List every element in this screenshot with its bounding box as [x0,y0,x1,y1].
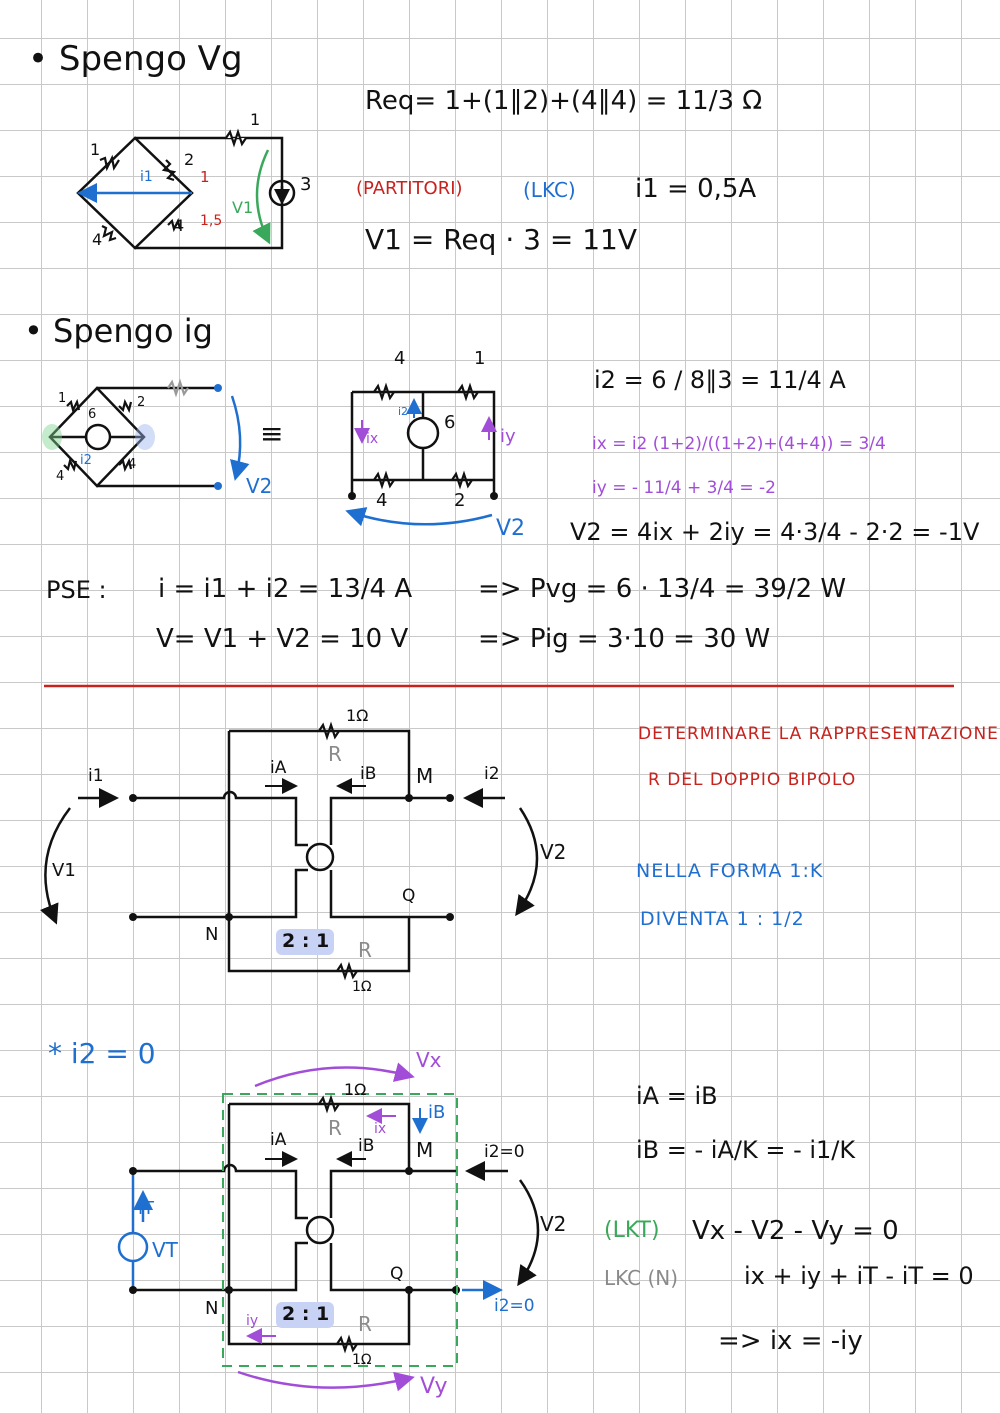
partitori-note: (PARTITORI) [356,178,463,199]
c4-ix: ix [374,1121,387,1137]
i1-result: i1 = 0,5A [635,174,757,204]
v1-label: V1 [232,198,254,217]
c3-r-top: 1Ω [346,706,369,725]
source-value-3: 3 [300,174,312,195]
c4-r-bot: 1Ω [352,1352,372,1368]
pse-label: PSE : [46,576,107,604]
c4-R-bot: R [358,1312,372,1336]
s2-v2-left: V2 [246,474,273,498]
power-vg: => Pvg = 6 · 13/4 = 39/2 W [478,574,847,604]
c3-iB: iB [360,764,377,784]
task-line4: DIVENTA 1 : 1/2 [640,908,805,930]
r1-label: 1 [90,140,101,159]
section4-heading: * i2 = 0 [48,1037,156,1070]
c3-R-top: R [328,742,342,766]
s2-i2-small: i2 [80,453,92,468]
s2-source-label: 6 [88,407,97,422]
lkc-n-label: LKC (N) [604,1266,679,1290]
c3-node-M: M [416,764,434,788]
power-ig: => Pig = 3·10 = 30 W [478,624,771,654]
c3-r-bot: 1Ω [352,979,372,995]
bot-r2: 2 [454,490,466,511]
c4-i2-top: i2=0 [484,1142,525,1162]
c3-i1: i1 [88,766,104,786]
r4b-label: 4 [174,216,185,235]
c4-r-top: 1Ω [344,1080,367,1099]
c4-i2-bot: i2=0 [494,1296,535,1316]
bot-r4: 4 [376,490,388,511]
vy-label: Vy [420,1374,448,1399]
pse-voltage: V= V1 + V2 = 10 V [156,624,409,654]
ix-label: ix [366,431,379,447]
lkt-label: (LKT) [604,1218,660,1243]
eq-iB: iB = - iA/K = - i1/K [636,1136,856,1164]
v1-result: V1 = Req · 3 = 11V [365,223,637,256]
c3-iA: iA [270,758,287,778]
lkc-equation: ix + iy + iT - iT = 0 [744,1262,974,1290]
c4-node-M: M [416,1138,434,1162]
final-result: => ix = -iy [718,1326,863,1356]
task-line1: DETERMINARE LA RAPPRESENTAZIONE [638,724,999,744]
c4-node-N: N [205,1298,219,1319]
task-line2: R DEL DOPPIO BIPOLO [648,770,857,790]
s2-r2-label: 2 [137,395,146,410]
c4-iy: iy [246,1313,259,1329]
c4-node-Q: Q [390,1264,404,1284]
v2-equation: V2 = 4ix + 2iy = 4·3/4 - 2·2 = -1V [570,518,980,546]
top-r1: 1 [474,348,486,369]
c3-v1: V1 [52,860,76,881]
c4-iA: iA [270,1130,287,1150]
equivalence-symbol: ≡ [260,417,284,450]
c3-ratio: 2 : 1 [282,930,330,952]
c3-R-bot: R [358,938,372,962]
iy-label: iy [500,426,516,447]
c4-iT: iT [138,1198,154,1219]
vx-label: Vx [416,1048,442,1072]
c4-iB-blue: iB [428,1102,446,1123]
section1-title: • Spengo Vg [28,39,243,79]
pse-current: i = i1 + i2 = 13/4 A [158,574,413,604]
r2-label: 2 [184,150,195,169]
i2-small-label: i2 [398,405,409,418]
c3-node-N: N [205,924,219,945]
s2-right-source: 6 [444,412,456,433]
s2-r4b-label: 4 [128,457,137,472]
req-equation: Req= 1+(1∥2)+(4∥4) = 11/3 Ω [365,86,763,116]
task-line3: NELLA FORMA 1:K [636,860,824,882]
s2-v2-right: V2 [496,516,526,541]
section2-title: • Spengo ig [24,312,213,350]
lkc-note: (LKC) [523,178,576,202]
r4a-label: 4 [92,230,103,249]
c3-v2: V2 [540,840,567,864]
iy-equation: iy = - 11/4 + 3/4 = -2 [592,478,776,498]
red-current-1: 1 [200,168,210,186]
lkt-equation: Vx - V2 - Vy = 0 [692,1216,899,1246]
red-current-15: 1,5 [200,213,223,229]
top-r4: 4 [394,348,406,369]
c3-i2: i2 [484,764,500,784]
c3-node-Q: Q [402,886,416,906]
i1-label: i1 [140,169,153,185]
s2-r4a-label: 4 [56,469,65,484]
c4-R-top: R [328,1116,342,1140]
c4-ratio: 2 : 1 [282,1303,330,1325]
eq-iA-iB: iA = iB [636,1082,718,1110]
c4-v2: V2 [540,1212,567,1236]
s2-r1-label: 1 [58,391,67,406]
c4-vT: VT [152,1238,178,1262]
r1top-label: 1 [250,110,261,129]
c4-iB: iB [358,1136,375,1156]
ix-equation: ix = i2 (1+2)/((1+2)+(4+4)) = 3/4 [592,434,886,454]
i2-equation: i2 = 6 / 8∥3 = 11/4 A [594,366,846,394]
